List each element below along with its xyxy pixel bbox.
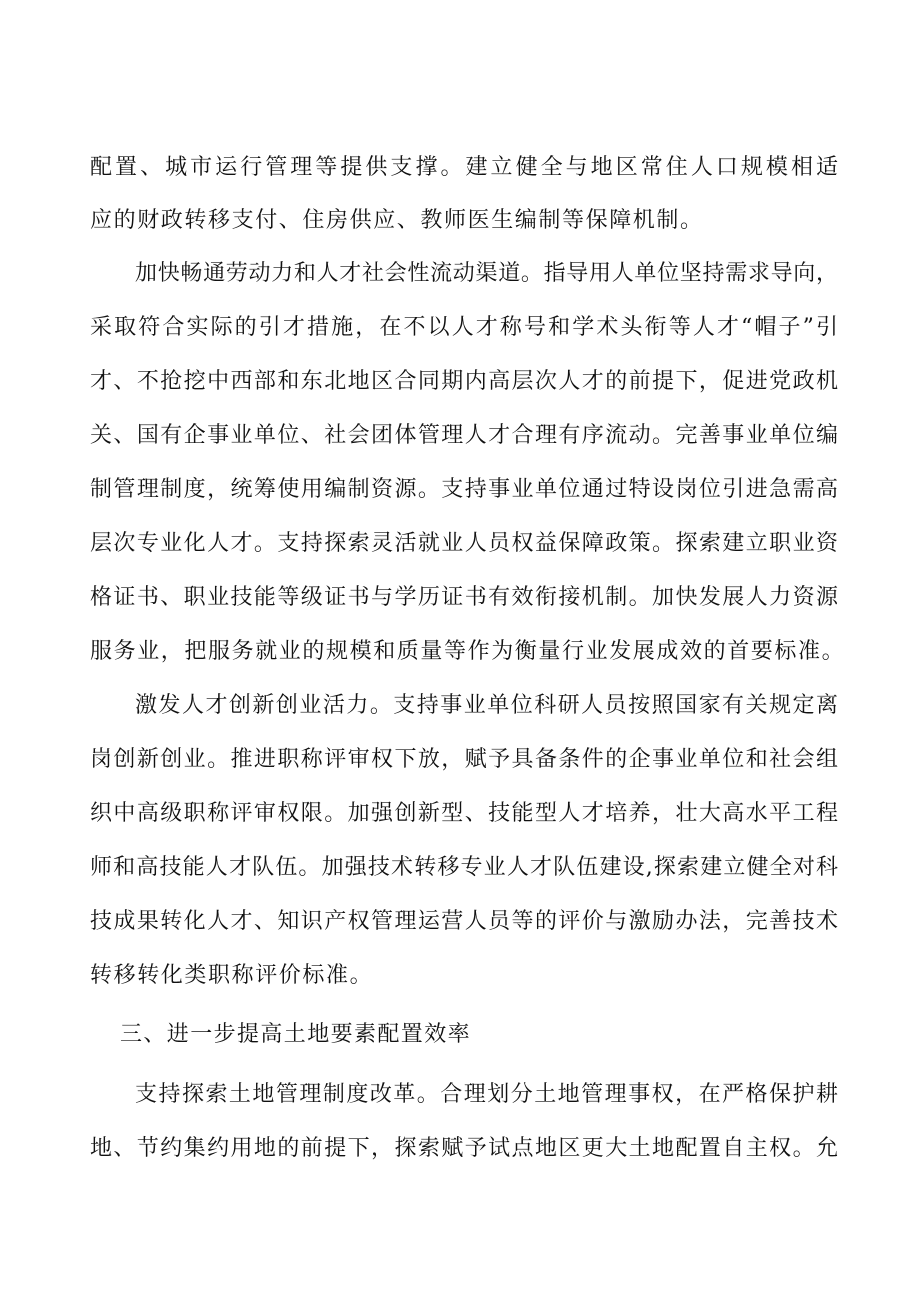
paragraph-first-line: 加快畅通劳动力和人才社会性流动渠道。指导用人单位坚持需求导向， <box>135 261 838 286</box>
paragraph-line: 应的财政转移支付、住房供应、教师医生编制等保障机制。 <box>90 208 704 233</box>
paragraph-first-line: 激发人才创新创业活力。支持事业单位科研人员按照国家有关规定离 <box>135 693 838 718</box>
paragraph-line: 师和高技能人才队伍。加强技术转移专业人才队伍建设,探索建立健全对科 <box>90 855 838 880</box>
paragraph-line: 格证书、职业技能等级证书与学历证书有效衔接机制。加快发展人力资源 <box>90 585 838 610</box>
paragraph-line: 采取符合实际的引才措施，在不以人才称号和学术头衔等人才“帽子”引 <box>90 315 838 340</box>
paragraph-line: 岗创新创业。推进职称评审权下放，赋予具备条件的企事业单位和社会组 <box>90 747 838 772</box>
paragraph-first-line: 支持探索土地管理制度改革。合理划分土地管理事权，在严格保护耕 <box>135 1082 838 1107</box>
paragraph-line: 服务业，把服务就业的规模和质量等作为衡量行业发展成效的首要标准。 <box>90 639 846 664</box>
paragraph-line: 才、不抢挖中西部和东北地区合同期内高层次人才的前提下，促进党政机 <box>90 369 838 394</box>
paragraph-line: 地、节约集约用地的前提下，探索赋予试点地区更大土地配置自主权。允 <box>90 1136 838 1161</box>
paragraph-line: 技成果转化人才、知识产权管理运营人员等的评价与激励办法，完善技术 <box>90 909 838 934</box>
paragraph-line: 配置、城市运行管理等提供支撑。建立健全与地区常住人口规模相适 <box>90 155 838 180</box>
paragraph-line: 制管理制度，统筹使用编制资源。支持事业单位通过特设岗位引进急需高 <box>90 477 838 502</box>
paragraph-line: 转移转化类职称评价标准。 <box>90 963 374 988</box>
paragraph-line: 关、国有企事业单位、社会团体管理人才合理有序流动。完善事业单位编 <box>90 423 838 448</box>
paragraph-line: 织中高级职称评审权限。加强创新型、技能型人才培养，壮大高水平工程 <box>90 801 838 826</box>
section-heading: 三、进一步提高土地要素配置效率 <box>120 1022 472 1047</box>
paragraph-line: 层次专业化人才。支持探索灵活就业人员权益保障政策。探索建立职业资 <box>90 531 838 556</box>
